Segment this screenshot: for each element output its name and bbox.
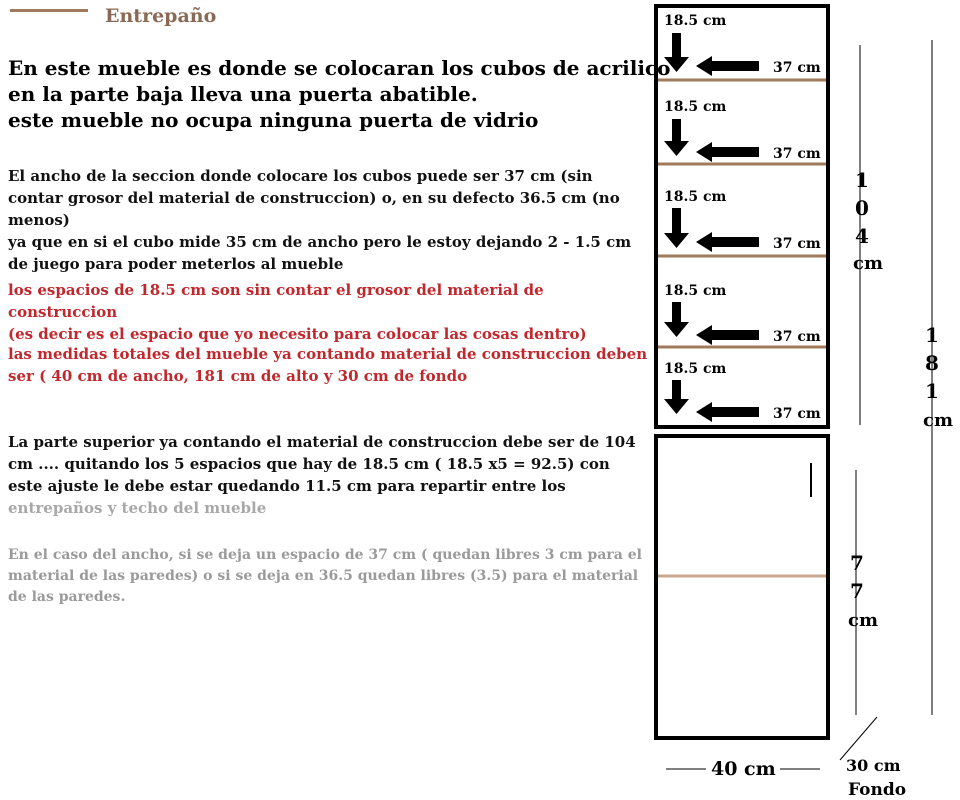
left-arrow-icon	[696, 56, 712, 76]
total-height-digit: 8	[925, 351, 939, 375]
compartment-width-label: 37 cm	[773, 406, 821, 422]
down-arrow-icon	[664, 233, 689, 248]
compartment-height-label: 18.5 cm	[664, 13, 727, 29]
paragraph-line: los espacios de 18.5 cm son sin contar el grosor del material de construccion	[8, 281, 544, 321]
paragraph-line: ya que en si el cubo mide 35 cm de ancho pero le estoy dejando 2 - 1.5 cm	[8, 233, 632, 251]
width-label: 40 cm	[711, 758, 776, 780]
lower-height-digit: 7	[850, 551, 864, 575]
lower-height-unit: cm	[848, 610, 879, 631]
paragraph-line: cm .... quitando los 5 espacios que hay de 18.5 cm ( 18.5 x5 = 92.5) con	[8, 455, 610, 473]
down-arrow-icon	[672, 208, 681, 235]
lower-height-digit: 7	[850, 579, 864, 603]
depth-label: 30 cm	[846, 756, 901, 775]
compartment-width-label: 37 cm	[773, 146, 821, 162]
upper-height-digit: 4	[855, 224, 869, 248]
compartment-height-label: 18.5 cm	[664, 283, 727, 299]
paragraph-line: este ajuste le debe estar quedando 11.5 cm para repartir entre los	[8, 477, 566, 495]
left-arrow-icon	[696, 232, 712, 252]
left-arrow-icon	[711, 61, 759, 71]
left-arrow-icon	[711, 147, 759, 157]
left-arrow-icon	[711, 237, 759, 247]
upper-height-unit: cm	[853, 253, 884, 274]
down-arrow-icon	[672, 33, 681, 59]
compartment-width-label: 37 cm	[773, 329, 821, 345]
paragraph-line: material de las paredes) o si se deja en 36.5 quedan libres (3.5) para el material	[8, 568, 639, 584]
paragraph-line: de juego para poder meterlos al mueble	[8, 255, 344, 273]
paragraph-line: La parte superior ya contando el material de construccion debe ser de 104	[8, 433, 636, 451]
down-arrow-icon	[672, 302, 681, 324]
compartment-width-label: 37 cm	[773, 236, 821, 252]
paragraph-line: entrepaños y techo del mueble	[8, 499, 267, 517]
down-arrow-icon	[672, 119, 681, 143]
compartment-height-label: 18.5 cm	[664, 361, 727, 377]
paragraph-line: contar grosor del material de construccion) o, en su defecto 36.5 cm (no menos)	[8, 189, 620, 229]
intro-line: En este mueble es donde se colocaran los cubos de acrilico	[8, 56, 671, 80]
left-arrow-icon	[696, 402, 712, 422]
depth-dimension-line	[840, 717, 877, 760]
down-arrow-icon	[664, 322, 689, 337]
down-arrow-icon	[664, 141, 689, 156]
down-arrow-icon	[664, 399, 689, 414]
total-height-unit: cm	[923, 410, 954, 431]
left-arrow-icon	[711, 330, 759, 340]
paragraph-line: En el caso del ancho, si se deja un espacio de 37 cm ( quedan libres 3 cm para el	[8, 547, 642, 563]
paragraph-line: las medidas totales del mueble ya contando material de construccion deben	[8, 345, 648, 363]
paragraph-line: ser ( 40 cm de ancho, 181 cm de alto y 30 cm de fondo	[8, 367, 468, 385]
paragraph-line: de las paredes.	[8, 589, 126, 605]
shelf-legend-label: Entrepaño	[105, 5, 217, 27]
down-arrow-icon	[664, 57, 689, 72]
intro-line: este mueble no ocupa ninguna puerta de vidrio	[8, 108, 539, 132]
upper-height-digit: 0	[855, 196, 869, 220]
left-arrow-icon	[711, 407, 759, 417]
left-arrow-icon	[696, 325, 712, 345]
upper-height-digit: 1	[855, 168, 869, 192]
total-height-digit: 1	[925, 323, 939, 347]
left-arrow-icon	[696, 142, 712, 162]
down-arrow-icon	[672, 380, 681, 401]
intro-line: en la parte baja lleva una puerta abatible.	[8, 82, 478, 106]
compartment-height-label: 18.5 cm	[664, 99, 727, 115]
depth-caption: Fondo	[848, 780, 907, 800]
total-height-digit: 1	[925, 379, 939, 403]
paragraph-line: El ancho de la seccion donde colocare los cubos puede ser 37 cm (sin	[8, 167, 593, 185]
lower-cabinet-outline	[656, 436, 828, 738]
compartment-width-label: 37 cm	[773, 60, 821, 76]
compartment-height-label: 18.5 cm	[664, 189, 727, 205]
paragraph-line: (es decir es el espacio que yo necesito para colocar las cosas dentro)	[8, 325, 587, 343]
